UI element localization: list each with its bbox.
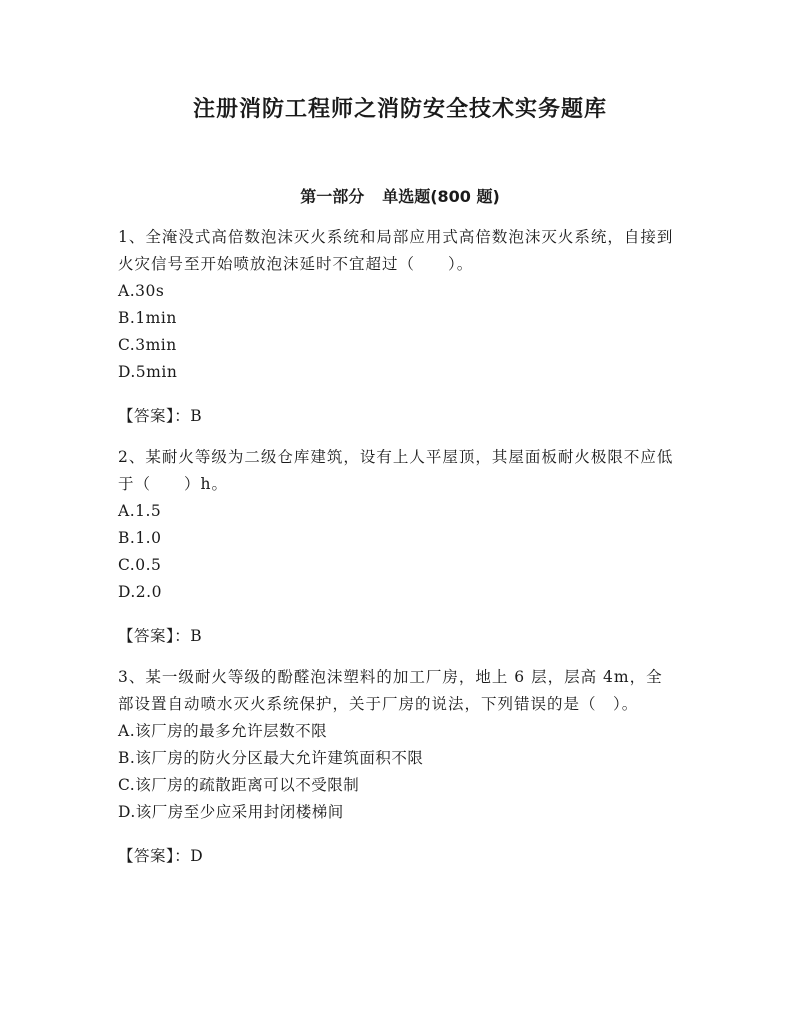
- option-d: D.2.0: [118, 583, 162, 601]
- question-stem: 1、全淹没式高倍数泡沫灭火系统和局部应用式高倍数泡沫灭火系统，自接到火灾信号至开始喷放泡沫延时不宜超过（ ）。: [118, 228, 674, 273]
- answer-value: D: [190, 847, 204, 865]
- answer-value: B: [190, 407, 203, 425]
- answer-line: [118, 623, 678, 650]
- question-3: [118, 664, 678, 870]
- option-c: C.该厂房的疏散距离可以不受限制: [118, 776, 360, 794]
- option-d: D.该厂房至少应采用封闭楼梯间: [118, 803, 344, 821]
- section-heading: [0, 184, 800, 207]
- question-stem: 3、某一级耐火等级的酚醛泡沫塑料的加工厂房，地上 6 层，层高 4m，全部设置自动喷水灭火系统保护，关于厂房的说法，下列错误的是（ ）。: [118, 668, 663, 713]
- option-c: C.0.5: [118, 556, 162, 574]
- section-name: 单选题(800 题): [382, 187, 500, 206]
- question-list: [118, 224, 678, 884]
- option-b: B.1min: [118, 309, 177, 327]
- answer-line: [118, 843, 678, 870]
- question-1: [118, 224, 678, 430]
- option-b: B.1.0: [118, 529, 162, 547]
- option-d: D.5min: [118, 363, 178, 381]
- option-a: A.该厂房的最多允许层数不限: [118, 722, 328, 740]
- option-a: A.30s: [118, 282, 165, 300]
- answer-label: 【答案】：: [118, 407, 191, 425]
- answer-label: 【答案】：: [118, 847, 191, 865]
- option-c: C.3min: [118, 336, 177, 354]
- answer-line: [118, 403, 678, 430]
- option-a: A.1.5: [118, 502, 162, 520]
- answer-label: 【答案】：: [118, 627, 191, 645]
- section-part: 第一部分: [300, 187, 365, 206]
- option-b: B.该厂房的防火分区最大允许建筑面积不限: [118, 749, 424, 767]
- answer-value: B: [190, 627, 203, 645]
- question-2: [118, 444, 678, 650]
- page-title: 注册消防工程师之消防安全技术实务题库: [192, 97, 607, 122]
- question-stem: 2、某耐火等级为二级仓库建筑，设有上人平屋顶，其屋面板耐火极限不应低于（ ）h。: [118, 448, 674, 493]
